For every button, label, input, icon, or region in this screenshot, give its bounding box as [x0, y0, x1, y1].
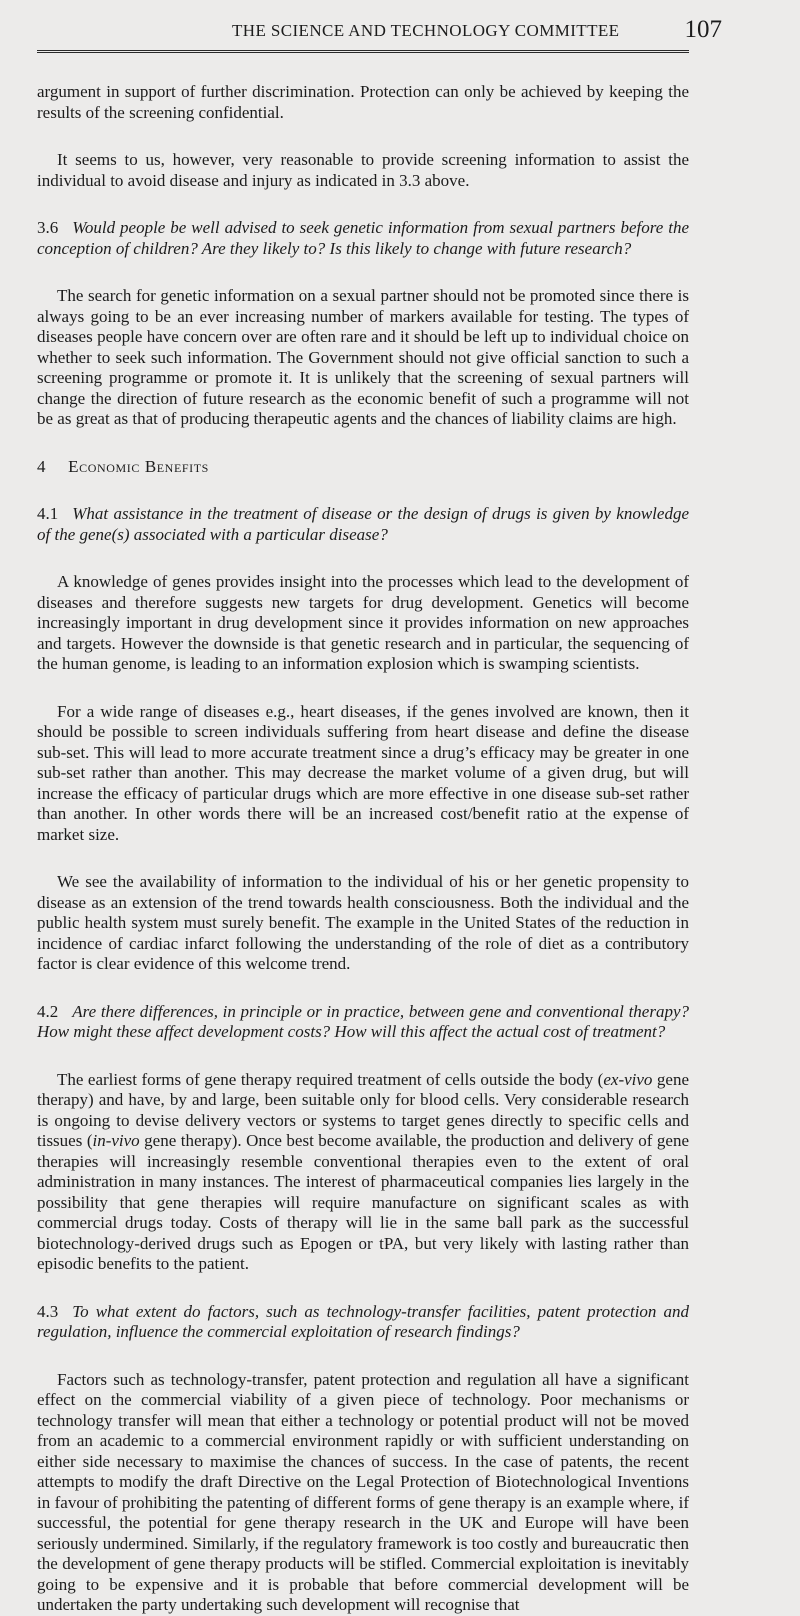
- paragraph-continued: argument in support of further discrimination. Protection can only be achieved by keeping the results of the screening confidential.: [37, 82, 689, 122]
- question-number: 3.6: [37, 218, 59, 237]
- text-run: gene therapy) and have, by and large, been suitable only for blood cells. Very considerable research is ongoing to devise delivery vectors or systems to target genes directly to specific cells and tissues (: [37, 1069, 690, 1150]
- section-heading: [37, 457, 689, 478]
- text-run: gene therapy). Once best become available, the production and delivery of gene therapies will increasingly resemble conventional therapies even to the extent of oral administration in many instances. The interest of pharmaceutical companies lies largely in the possibility that gene therapies will require manufacture on significant scales as with commercial drugs today. Costs of therapy will lie in the same ball park as the successful biotechnology-derived drugs such as Epogen or tPA, but very likely with lasting rather than episodic benefits to the patient.: [37, 1131, 690, 1273]
- italic-term: in-vivo: [92, 1131, 140, 1150]
- question-4-2: [37, 1002, 689, 1043]
- body-text: [37, 82, 689, 1616]
- header-rule: [37, 50, 689, 53]
- page-header: [37, 16, 722, 48]
- italic-term: ex-vivo: [603, 1069, 653, 1089]
- question-number: 4.2: [37, 1001, 59, 1021]
- answer-paragraph: [37, 1070, 689, 1275]
- answer-paragraph: A knowledge of genes provides insight into the processes which lead to the development of diseases and therefore suggests new targets for drug development. Genetics will become increasingly important in drug development since it provides information on new approaches and targets. However the downside is that genetic research and in particular, the sequencing of the human genome, is leading to an information explosion which is swamping scientists.: [37, 572, 689, 673]
- paragraph: It seems to us, however, very reasonable to provide screening information to assist the individual to avoid disease and injury as indicated in 3.3 above.: [37, 150, 689, 190]
- question-number: 4.3: [37, 1301, 59, 1321]
- question-text: What assistance in the treatment of disease or the design of drugs is given by knowledge of the gene(s) associated with a particular disease?: [37, 504, 689, 544]
- question-4-3: [37, 1302, 689, 1343]
- answer-paragraph: The search for genetic information on a sexual partner should not be promoted since there is always going to be an ever increasing number of markers available for testing. The types of diseases people have concern over are often rare and it should be left up to individual choice on whether to seek such information. The Government should not give official sanction to such a screening programme or promote it. It is unlikely that the screening of sexual partners will change the direction of future research as the economic benefit of such a programme will not be as great as that of producing therapeutic agents and the chances of liability claims are high.: [37, 286, 689, 428]
- question-4-1: [37, 504, 689, 545]
- section-title: Economic Benefits: [68, 456, 209, 476]
- question-number: 4.1: [37, 504, 59, 523]
- answer-paragraph: For a wide range of diseases e.g., heart diseases, if the genes involved are known, then it should be possible to screen individuals suffering from heart disease and define the disease sub-set. This will lead to more accurate treatment since a drug’s efficacy may be greater in one sub-set rather than another. This may decrease the market volume of a given drug, but will increase the efficacy of particular drugs which are more effective in one disease sub-set rather than another. In other words there will be an increased cost/benefit ratio at the expense of market size.: [37, 701, 689, 844]
- answer-paragraph: Factors such as technology-transfer, patent protection and regulation all have a significant effect on the commercial viability of a given piece of technology. Poor mechanisms or technology transfer will mean that either a technology or potential product will not be moved from an academic to a commercial environment rapidly or with sufficient understanding on either side necessary to maximise the chances of success. In the case of patents, the recent attempts to modify the draft Directive on the Legal Protection of Biotechnological Inventions in favour of prohibiting the patenting of different forms of gene therapy is an example where, if successful, the potential for gene therapy research in the UK and Europe will have been seriously undermined. Similarly, if the regulatory framework is too costly and bureaucratic then the development of gene therapy products will be stifled. Commercial exploitation is inevitably going to be expensive and it is probable that before commercial development will be undertaken the party undertaking such development will recognise that: [37, 1369, 689, 1614]
- page-number: 107: [684, 16, 722, 43]
- section-number: 4: [37, 456, 47, 476]
- text-run: The earliest forms of gene therapy required treatment of cells outside the body (: [57, 1069, 604, 1089]
- question-text: To what extent do factors, such as technology-transfer facilities, patent protection and regulation, influence the commercial exploitation of research findings?: [37, 1301, 689, 1341]
- answer-paragraph: We see the availability of information to the individual of his or her genetic propensity to disease as an extension of the trend towards health consciousness. Both the individual and the public health system must surely benefit. The example in the United States of the reduction in incidence of cardiac infarct following the understanding of the role of diet as a contributory factor is clear evidence of this welcome trend.: [37, 872, 689, 973]
- question-3-6: [37, 218, 689, 259]
- running-title: THE SCIENCE AND TECHNOLOGY COMMITTEE: [232, 21, 620, 40]
- question-text: Would people be well advised to seek genetic information from sexual partners before the conception of children? Are they likely to? Is this likely to change with future research?: [37, 218, 689, 258]
- question-text: Are there differences, in principle or in practice, between gene and conventional therapy? How might these affect development costs? How will this affect the actual cost of treatment?: [37, 1001, 689, 1041]
